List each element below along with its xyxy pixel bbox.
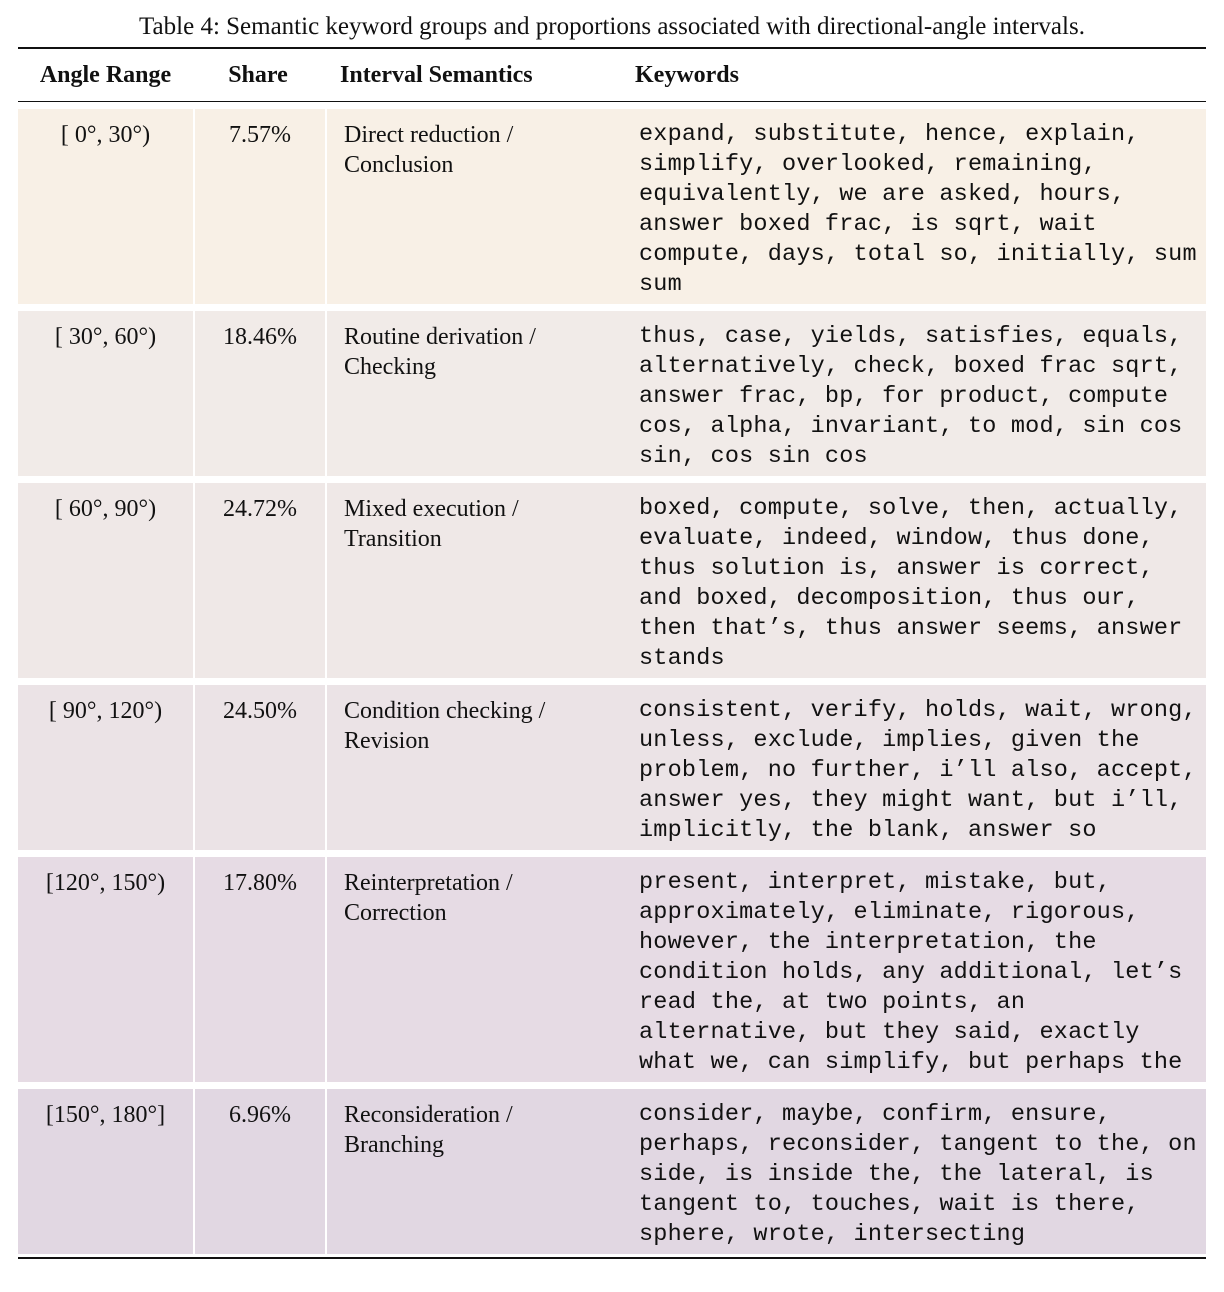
share-cell: 24.50%: [195, 685, 325, 850]
angle-range-cell: [ 90°, 120°): [18, 685, 193, 850]
share-cell: 18.46%: [195, 311, 325, 476]
keywords-cell: consider, maybe, confirm, ensure, perhaps, reconsider, tangent to the, on side, is inside the, the lateral, is tangent to, touches, wait is there, sphere, wrote, intersecting: [621, 1089, 1206, 1254]
table-body: [18, 102, 1206, 1254]
semantics-cell: [327, 483, 621, 678]
semantics-line: Routine derivation /: [344, 324, 536, 350]
semantics-cell: [327, 1089, 621, 1254]
share-cell: 6.96%: [195, 1089, 325, 1254]
semantics-line: Mixed execution /: [344, 496, 519, 522]
table-caption: Table 4: Semantic keyword groups and proportions associated with directional-angle intervals.: [139, 13, 1085, 40]
semantics-line: Direct reduction /: [344, 122, 514, 148]
semantics-line: Correction: [344, 900, 447, 926]
table-header: [18, 49, 1206, 101]
semantics-line: Branching: [344, 1132, 444, 1158]
semantics-cell: [327, 857, 621, 1082]
header-share: Share: [228, 61, 288, 88]
keywords-cell: boxed, compute, solve, then, actually, evaluate, indeed, window, thus done, thus solution is, answer is correct, and boxed, decomposition, thus our, then that’s, thus answer seems, answer stands: [621, 483, 1206, 678]
table-row: [18, 311, 1206, 476]
semantics-line: Reinterpretation /: [344, 870, 513, 896]
table-row: [18, 483, 1206, 678]
header-angle-range: Angle Range: [39, 61, 172, 88]
share-cell: 7.57%: [195, 109, 325, 304]
bottom-rule: [18, 1257, 1206, 1259]
table-row: [18, 1089, 1206, 1254]
semantics-line: Checking: [344, 354, 436, 380]
semantics-line: Transition: [344, 526, 442, 552]
table-row: [18, 685, 1206, 850]
keyword-table: [18, 47, 1206, 1259]
angle-range-cell: [ 60°, 90°): [18, 483, 193, 678]
angle-range-cell: [150°, 180°]: [18, 1089, 193, 1254]
header-interval-semantics: Interval Semantics: [340, 61, 533, 88]
keywords-cell: expand, substitute, hence, explain, simplify, overlooked, remaining, equivalently, we are asked, hours, answer boxed frac, is sqrt, wait compute, days, total so, initially, sum sum: [621, 109, 1206, 304]
header-keywords: Keywords: [635, 61, 739, 88]
semantics-cell: [327, 109, 621, 304]
semantics-line: Condition checking /: [344, 698, 546, 724]
table-row: [18, 109, 1206, 304]
keywords-cell: present, interpret, mistake, but, approximately, eliminate, rigorous, however, the interpretation, the condition holds, any additional, let’s read the, at two points, an alternative, but they said, exactly what we, can simplify, but perhaps the: [621, 857, 1206, 1082]
angle-range-cell: [120°, 150°): [18, 857, 193, 1082]
share-cell: 24.72%: [195, 483, 325, 678]
angle-range-cell: [ 30°, 60°): [18, 311, 193, 476]
semantics-line: Revision: [344, 728, 430, 754]
keywords-cell: consistent, verify, holds, wait, wrong, unless, exclude, implies, given the problem, no further, i’ll also, accept, answer yes, they might want, but i’ll, implicitly, the blank, answer so: [621, 685, 1206, 850]
semantics-cell: [327, 685, 621, 850]
table-row: [18, 857, 1206, 1082]
angle-range-cell: [ 0°, 30°): [18, 109, 193, 304]
keywords-cell: thus, case, yields, satisfies, equals, alternatively, check, boxed frac sqrt, answer frac, bp, for product, compute cos, alpha, invariant, to mod, sin cos sin, cos sin cos: [621, 311, 1206, 476]
semantics-cell: [327, 311, 621, 476]
semantics-line: Conclusion: [344, 152, 454, 178]
semantics-line: Reconsideration /: [344, 1102, 513, 1128]
share-cell: 17.80%: [195, 857, 325, 1082]
